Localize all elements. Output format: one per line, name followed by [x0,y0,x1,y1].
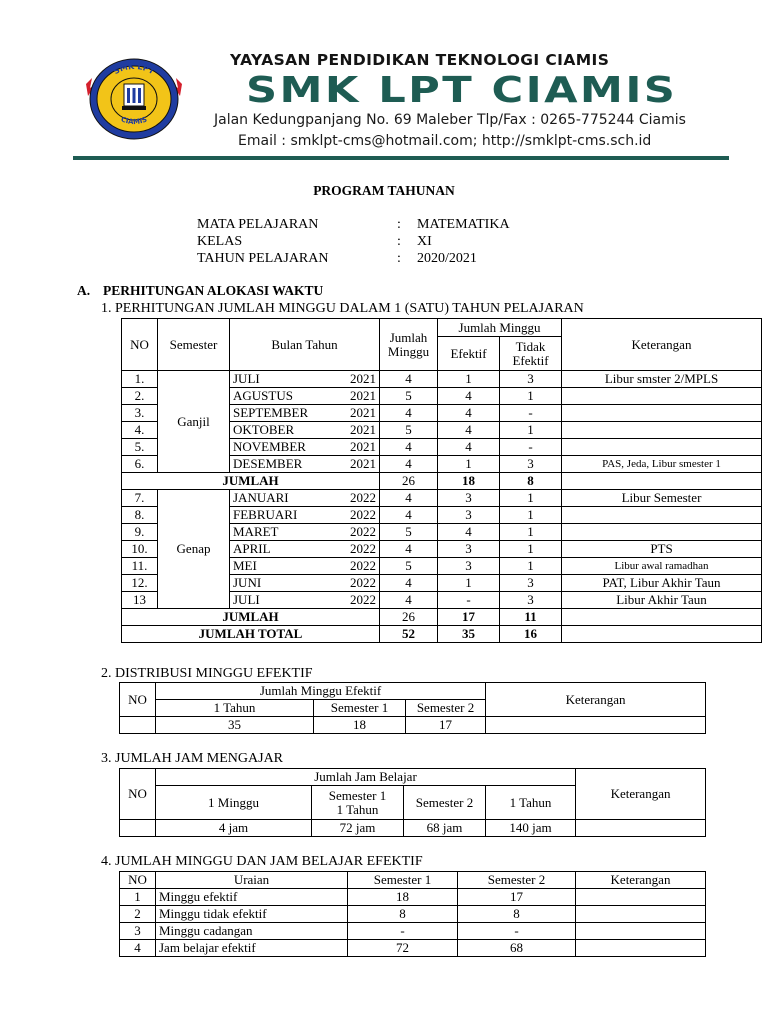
header-one-year: 1 Tahun [486,786,576,820]
table-row [120,923,706,940]
cell-effective: 4 [438,388,500,405]
header-description: Uraian [156,872,348,889]
cell-semester-1: 72 [348,940,458,957]
subtotal-weeks: 26 [380,473,438,490]
table-row [120,940,706,957]
cell-notes [562,422,762,439]
month-name: JUNI [233,575,262,590]
cell-semester-1: 8 [348,906,458,923]
month-year-pair [233,508,376,522]
cell-one-week: 4 jam [156,820,312,837]
header-no: NO [120,872,156,889]
grand-total-weeks: 52 [380,626,438,643]
cell-no: 12. [122,575,158,592]
effective-week-distribution-table [119,682,706,734]
cell-notes [486,717,706,734]
subtotal-effective: 17 [438,609,500,626]
cell-semester-2: 17 [458,889,576,906]
meta-separator: : [397,251,401,266]
year: 2021 [350,422,376,437]
header-month-year: Bulan Tahun [230,319,380,371]
cell-month-year [230,507,380,524]
cell-week-count: 4 [380,371,438,388]
cell-week-count: 5 [380,388,438,405]
cell-not-effective: 3 [500,575,562,592]
month-name: MARET [233,524,279,539]
effective-weeks-hours-table [119,871,706,957]
cell-notes [576,923,706,940]
cell-month-year [230,388,380,405]
header-no: NO [120,769,156,820]
cell-effective: 1 [438,456,500,473]
cell-week-count: 4 [380,507,438,524]
header-not-effective: Tidak Efektif [500,337,562,371]
month-row [122,490,762,507]
subtotal-label: JUMLAH [122,473,380,490]
year: 2021 [350,405,376,420]
month-year-pair [233,491,376,505]
grand-total-effective: 35 [438,626,500,643]
year: 2021 [350,388,376,403]
year: 2022 [350,558,376,573]
table-row [120,906,706,923]
header-semester-2: Semester 2 [458,872,576,889]
cell-month-year [230,439,380,456]
month-year-pair [233,389,376,403]
cell-no: 1. [122,371,158,388]
grand-total-notes [562,626,762,643]
cell-one-year: 140 jam [486,820,576,837]
cell-notes [562,507,762,524]
cell-notes [576,940,706,957]
header-semester: Semester [158,319,230,371]
teaching-hours-table [119,768,706,837]
cell-notes [576,889,706,906]
meta-value: 2020/2021 [417,251,477,266]
meta-label: KELAS [197,234,243,249]
cell-semester-2: 8 [458,906,576,923]
header-study-hours: Jumlah Jam Belajar [156,769,576,786]
subtotal-effective: 18 [438,473,500,490]
cell-effective: 4 [438,439,500,456]
cell-effective: 4 [438,405,500,422]
letterhead-rule [73,156,729,160]
header-week-group: Jumlah Minggu [438,319,562,337]
cell-notes [562,405,762,422]
school-contact: Email : smklpt-cms@hotmail.com; http://smklpt-cms.sch.id [238,133,652,149]
cell-semester-2: 68 [458,940,576,957]
cell-not-effective: 1 [500,524,562,541]
cell-month-year [230,371,380,388]
cell-no [120,820,156,837]
cell-no: 13 [122,592,158,609]
year: 2021 [350,439,376,454]
svg-text:CIAMIS: CIAMIS [119,115,149,127]
cell-effective: 3 [438,490,500,507]
cell-not-effective: 1 [500,422,562,439]
header-effective-weeks: Jumlah Minggu Efektif [156,683,486,700]
cell-notes: PAT, Libur Akhir Taun [562,575,762,592]
cell-month-year [230,405,380,422]
cell-week-count: 4 [380,541,438,558]
header-semester-1: Semester 1 [314,700,406,717]
cell-semester-2: 68 jam [404,820,486,837]
cell-not-effective: 1 [500,507,562,524]
semester-label: Genap [158,490,230,609]
cell-month-year [230,490,380,507]
cell-no: 1 [120,889,156,906]
cell-description: Minggu tidak efektif [156,906,348,923]
cell-effective: 3 [438,558,500,575]
cell-semester-1: 18 [314,717,406,734]
table3-heading: 3. JUMLAH JAM MENGAJAR [101,751,284,766]
cell-no: 5. [122,439,158,456]
month-name: AGUSTUS [233,388,293,403]
cell-effective: 3 [438,541,500,558]
school-address: Jalan Kedungpanjang No. 69 Maleber Tlp/Fax : 0265-775244 Ciamis [214,112,686,128]
month-row [122,371,762,388]
meta-label: MATA PELAJARAN [197,217,319,232]
cell-week-count: 4 [380,405,438,422]
month-year-pair [233,559,376,573]
subtotal-label: JUMLAH [122,609,380,626]
subtotal-weeks: 26 [380,609,438,626]
weeks-per-year-table [121,318,762,643]
month-year-pair [233,372,376,386]
cell-week-count: 5 [380,422,438,439]
month-year-pair [233,576,376,590]
month-name: FEBRUARI [233,507,298,522]
header-notes: Keterangan [576,769,706,820]
cell-no: 2. [122,388,158,405]
cell-no: 4. [122,422,158,439]
foundation-name: YAYASAN PENDIDIKAN TEKNOLOGI CIAMIS [230,51,610,69]
section-title: PERHITUNGAN ALOKASI WAKTU [103,283,324,298]
cell-effective: 3 [438,507,500,524]
cell-no: 2 [120,906,156,923]
cell-notes: Libur awal ramadhan [562,558,762,575]
cell-semester-2: 17 [406,717,486,734]
cell-no: 3. [122,405,158,422]
month-name: OKTOBER [233,422,295,437]
subtotal-not-effective: 11 [500,609,562,626]
month-year-pair [233,423,376,437]
header-semester-2: Semester 2 [404,786,486,820]
cell-not-effective: 1 [500,388,562,405]
month-name: JULI [233,371,260,386]
cell-semester-1: 18 [348,889,458,906]
cell-not-effective: - [500,439,562,456]
cell-month-year [230,422,380,439]
cell-notes: Libur Akhir Taun [562,592,762,609]
month-name: DESEMBER [233,456,303,471]
cell-no: 6. [122,456,158,473]
cell-no: 11. [122,558,158,575]
month-name: MEI [233,558,257,573]
cell-no [120,717,156,734]
month-name: APRIL [233,541,271,556]
meta-value: XI [417,234,432,249]
meta-label: TAHUN PELAJARAN [197,251,329,266]
cell-one-year: 35 [156,717,314,734]
cell-effective: - [438,592,500,609]
subtotal-notes [562,609,762,626]
header-no: NO [122,319,158,371]
cell-notes: PAS, Jeda, Libur smester 1 [562,456,762,473]
grand-total-not-effective: 16 [500,626,562,643]
cell-month-year [230,524,380,541]
header-notes: Keterangan [486,683,706,717]
cell-semester-1: 72 jam [312,820,404,837]
cell-week-count: 4 [380,490,438,507]
cell-effective: 4 [438,524,500,541]
cell-effective: 4 [438,422,500,439]
cell-not-effective: 1 [500,558,562,575]
header-semester-1-line1: Semester 1 [328,787,387,803]
meta-separator: : [397,234,401,249]
month-year-pair [233,525,376,539]
school-logo [80,54,188,144]
cell-notes: Libur smster 2/MPLS [562,371,762,388]
month-name: NOVEMBER [233,439,306,454]
document-title: PROGRAM TAHUNAN [313,183,455,198]
header-notes: Keterangan [562,319,762,371]
svg-text:SMK LPT: SMK LPT [112,61,156,77]
cell-week-count: 4 [380,439,438,456]
cell-week-count: 4 [380,592,438,609]
cell-description: Jam belajar efektif [156,940,348,957]
year: 2021 [350,371,376,386]
cell-month-year [230,592,380,609]
cell-no: 4 [120,940,156,957]
grand-total-label: JUMLAH TOTAL [122,626,380,643]
cell-effective: 1 [438,371,500,388]
header-effective: Efektif [438,337,500,371]
header-one-week: 1 Minggu [156,786,312,820]
header-semester-2: Semester 2 [406,700,486,717]
cell-notes [562,524,762,541]
cell-month-year [230,541,380,558]
header-one-year: 1 Tahun [156,700,314,717]
cell-notes [576,906,706,923]
cell-month-year [230,456,380,473]
month-year-pair [233,457,376,471]
year: 2022 [350,575,376,590]
cell-week-count: 4 [380,456,438,473]
month-year-pair [233,440,376,454]
cell-not-effective: 3 [500,456,562,473]
cell-notes: Libur Semester [562,490,762,507]
cell-effective: 1 [438,575,500,592]
cell-description: Minggu cadangan [156,923,348,940]
month-name: JANUARI [233,490,289,505]
header-no: NO [120,683,156,717]
year: 2022 [350,541,376,556]
table2-heading: 2. DISTRIBUSI MINGGU EFEKTIF [101,666,313,681]
cell-month-year [230,558,380,575]
month-year-pair [233,406,376,420]
subtotal-not-effective: 8 [500,473,562,490]
header-semester-1: Semester 1 [348,872,458,889]
year: 2022 [350,524,376,539]
cell-week-count: 4 [380,575,438,592]
year: 2022 [350,592,376,607]
cell-notes [562,388,762,405]
header-semester-1 [312,786,404,820]
month-name: JULI [233,592,260,607]
header-notes: Keterangan [576,872,706,889]
cell-notes [576,820,706,837]
year: 2021 [350,456,376,471]
meta-separator: : [397,217,401,232]
cell-semester-2: - [458,923,576,940]
cell-week-count: 5 [380,558,438,575]
cell-no: 9. [122,524,158,541]
section-letter: A. [77,283,91,298]
year: 2022 [350,507,376,522]
month-year-pair [233,542,376,556]
cell-no: 3 [120,923,156,940]
cell-no: 7. [122,490,158,507]
table1-heading: 1. PERHITUNGAN JUMLAH MINGGU DALAM 1 (SATU) TAHUN PELAJARAN [101,301,584,316]
cell-description: Minggu efektif [156,889,348,906]
header-week-count: Jumlah Minggu [380,319,438,371]
cell-not-effective: 1 [500,541,562,558]
meta-value: MATEMATIKA [417,217,510,232]
table4-heading: 4. JUMLAH MINGGU DAN JAM BELAJAR EFEKTIF [101,854,423,869]
month-name: SEPTEMBER [233,405,309,420]
school-name: SMK LPT CIAMIS [246,70,678,111]
cell-notes [562,439,762,456]
cell-not-effective: 3 [500,371,562,388]
cell-week-count: 5 [380,524,438,541]
cell-not-effective: - [500,405,562,422]
header-semester-1-line2: 1 Tahun [336,801,379,817]
semester-label: Ganjil [158,371,230,473]
cell-month-year [230,575,380,592]
cell-semester-1: - [348,923,458,940]
cell-not-effective: 3 [500,592,562,609]
table-row [120,889,706,906]
year: 2022 [350,490,376,505]
cell-notes: PTS [562,541,762,558]
subtotal-notes [562,473,762,490]
cell-no: 8. [122,507,158,524]
month-year-pair [233,593,376,607]
cell-no: 10. [122,541,158,558]
cell-not-effective: 1 [500,490,562,507]
